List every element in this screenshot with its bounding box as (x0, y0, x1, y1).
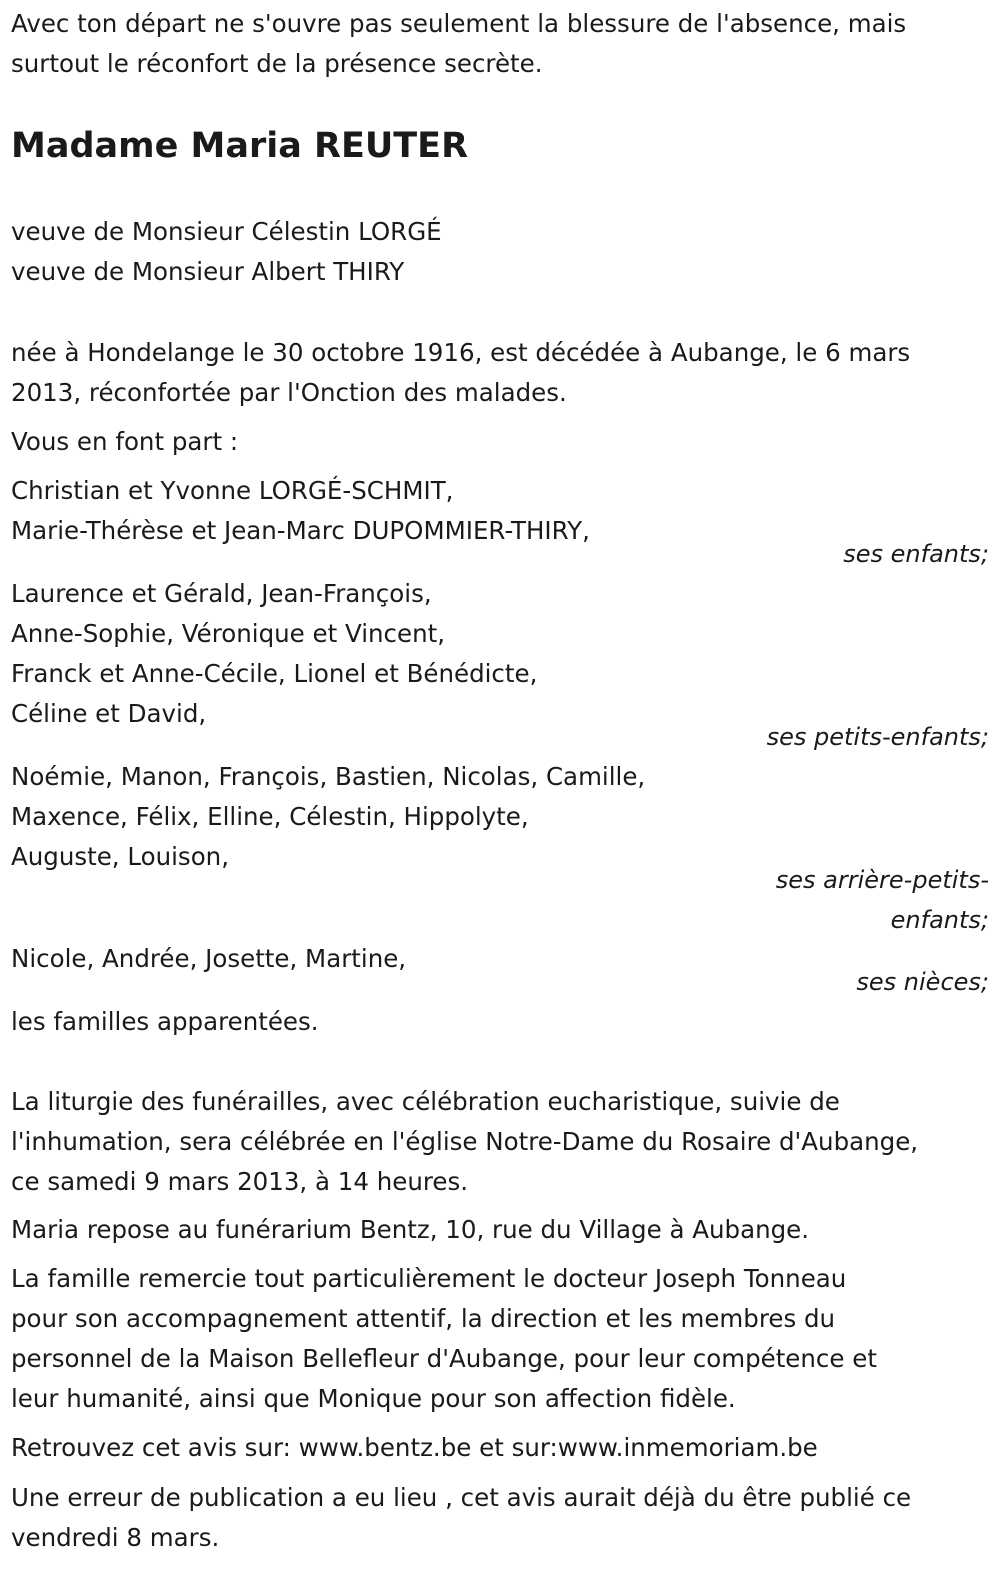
birth-death-line: 2013, réconfortée par l'Onction des malades. (11, 378, 567, 407)
thanks-line: leur humanité, ainsi que Monique pour son affection fidèle. (11, 1384, 736, 1413)
deceased-name: Madame Maria REUTER (11, 126, 469, 166)
widow-of-line: veuve de Monsieur Célestin LORGÉ (11, 217, 442, 246)
resting-place (11, 1210, 991, 1250)
family-name-line: Anne-Sophie, Véronique et Vincent, (11, 619, 446, 648)
great-grandchildren-relation (776, 860, 989, 940)
nieces-names (11, 939, 991, 979)
find-notice (11, 1428, 991, 1468)
epigraph (11, 4, 991, 84)
nieces-relation: ses nièces; (856, 968, 989, 996)
birth-death-line: née à Hondelange le 30 octobre 1916, est décédée à Aubange, le 6 mars (11, 338, 911, 367)
widow-of-line: veuve de Monsieur Albert THIRY (11, 257, 405, 286)
grandchildren-relation: ses petits-enfants; (766, 723, 989, 751)
epigraph-line: surtout le réconfort de la présence secrète. (11, 49, 543, 78)
family-name-line: Marie-Thérèse et Jean-Marc DUPOMMIER-THIRY, (11, 516, 590, 545)
erratum (11, 1478, 991, 1558)
erratum-line: Une erreur de publication a eu lieu , cet avis aurait déjà du être publié ce (11, 1483, 912, 1512)
announcers-intro (11, 422, 991, 462)
great-grandchildren-names (11, 757, 991, 877)
family-name-line: Christian et Yvonne LORGÉ-SCHMIT, (11, 476, 454, 505)
family-name-line: Céline et David, (11, 699, 207, 728)
family-name-line: Franck et Anne-Cécile, Lionel et Bénédicte, (11, 659, 538, 688)
related-families (11, 1002, 991, 1042)
announcers-intro-text: Vous en font part : (11, 427, 239, 456)
family-name-line: Maxence, Félix, Elline, Célestin, Hippolyte, (11, 802, 529, 831)
children-relation: ses enfants; (843, 540, 989, 568)
thanks-line: pour son accompagnement attentif, la direction et les membres du (11, 1304, 836, 1333)
family-name-line: Noémie, Manon, François, Bastien, Nicolas, Camille, (11, 762, 646, 791)
widow-of (11, 212, 991, 292)
thanks-line: La famille remercie tout particulièrement le docteur Joseph Tonneau (11, 1264, 847, 1293)
thanks-line: personnel de la Maison Bellefleur d'Aubange, pour leur compétence et (11, 1344, 877, 1373)
thanks-paragraph (11, 1259, 991, 1419)
family-name-line: Auguste, Louison, (11, 842, 229, 871)
find-notice-text: Retrouvez cet avis sur: www.bentz.be et sur:www.inmemoriam.be (11, 1433, 818, 1462)
grandchildren-names (11, 574, 991, 734)
birth-death-info (11, 333, 991, 413)
funeral-line: l'inhumation, sera célébrée en l'église Notre-Dame du Rosaire d'Aubange, (11, 1127, 919, 1156)
epigraph-line: Avec ton départ ne s'ouvre pas seulement la blessure de l'absence, mais (11, 9, 907, 38)
family-name-line: Laurence et Gérald, Jean-François, (11, 579, 432, 608)
funeral-line: ce samedi 9 mars 2013, à 14 heures. (11, 1167, 469, 1196)
funeral-line: La liturgie des funérailles, avec célébration eucharistique, suivie de (11, 1087, 840, 1116)
erratum-line: vendredi 8 mars. (11, 1523, 220, 1552)
family-name-line: Nicole, Andrée, Josette, Martine, (11, 944, 407, 973)
funeral-info (11, 1082, 991, 1202)
related-families-text: les familles apparentées. (11, 1007, 319, 1036)
relation-line: ses arrière-petits- (775, 866, 989, 894)
relation-line: enfants; (890, 906, 989, 934)
resting-place-text: Maria repose au funérarium Bentz, 10, rue du Village à Aubange. (11, 1215, 810, 1244)
